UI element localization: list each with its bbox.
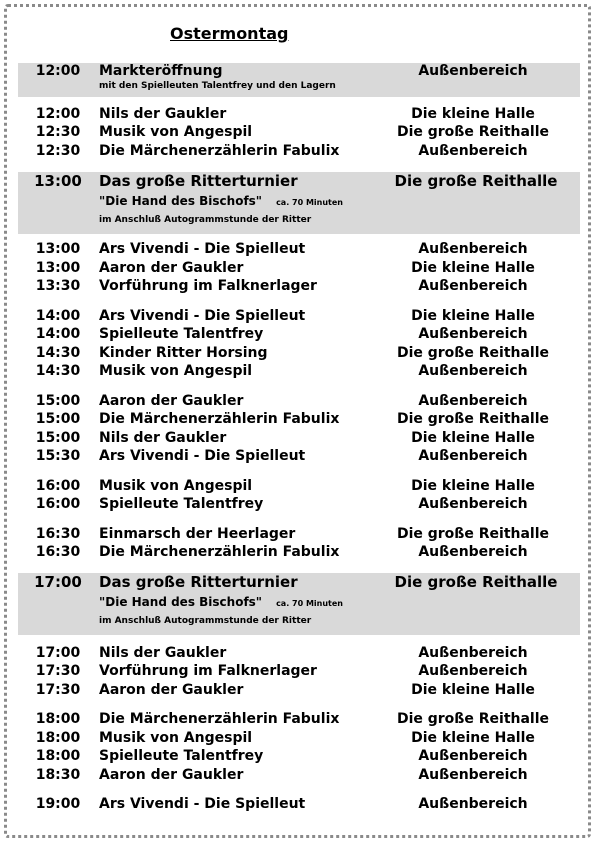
schedule-row xyxy=(18,429,580,448)
schedule-row xyxy=(18,105,580,124)
event-location: Außenbereich xyxy=(418,326,528,342)
event-time: 12:00 xyxy=(35,63,81,79)
event-time: 18:00 xyxy=(35,748,81,764)
event-time: 14:30 xyxy=(35,345,81,361)
event-location: Die kleine Halle xyxy=(411,730,535,746)
event-name: Kinder Ritter Horsing xyxy=(99,345,268,361)
event-location: Die kleine Halle xyxy=(411,478,535,494)
event-time: 16:00 xyxy=(35,496,81,512)
event-name: Spielleute Talentfrey xyxy=(99,496,264,512)
event-location: Außenbereich xyxy=(418,63,528,79)
event-location: Die große Reithalle xyxy=(396,345,550,361)
event-location: Außenbereich xyxy=(418,143,528,159)
event-name: Spielleute Talentfrey xyxy=(99,748,264,764)
tournament-duration: ca. 70 Minuten xyxy=(276,599,343,608)
event-time: 14:00 xyxy=(35,326,81,342)
event-time: 13:30 xyxy=(35,278,81,294)
event-name: Musik von Angespil xyxy=(99,124,253,140)
event-location: Außenbereich xyxy=(418,645,528,661)
event-time: 18:30 xyxy=(35,767,81,783)
tournament-note: im Anschluß Autogrammstunde der Ritter xyxy=(99,616,312,626)
tournament-duration: ca. 70 Minuten xyxy=(276,198,343,207)
event-name: Die Märchenerzählerin Fabulix xyxy=(99,143,340,159)
event-location: Die große Reithalle xyxy=(396,124,550,140)
schedule-row xyxy=(18,142,580,161)
event-name: Ars Vivendi - Die Spielleut xyxy=(99,308,306,324)
schedule-row xyxy=(18,259,580,278)
event-name: Spielleute Talentfrey xyxy=(99,326,264,342)
event-name: Ars Vivendi - Die Spielleut xyxy=(99,448,306,464)
schedule-row xyxy=(18,662,580,681)
event-time: 18:00 xyxy=(35,711,81,727)
event-name: Die Märchenerzählerin Fabulix xyxy=(99,711,340,727)
schedule-row xyxy=(18,525,580,544)
tournament-time: 17:00 xyxy=(34,573,82,591)
event-time: 13:00 xyxy=(35,260,81,276)
event-location: Außenbereich xyxy=(418,448,528,464)
event-name: Markteröffnung xyxy=(99,63,223,79)
event-name: Nils der Gaukler xyxy=(99,106,227,122)
event-time: 14:00 xyxy=(35,308,81,324)
event-location: Außenbereich xyxy=(418,544,528,560)
event-name: Nils der Gaukler xyxy=(99,645,227,661)
tournament-band-1 xyxy=(18,172,580,234)
event-time: 14:30 xyxy=(35,363,81,379)
event-name: Musik von Angespil xyxy=(99,363,253,379)
schedule-row xyxy=(18,344,580,363)
schedule-row xyxy=(18,240,580,259)
event-location: Außenbereich xyxy=(418,241,528,257)
event-time: 12:30 xyxy=(35,124,81,140)
schedule-row xyxy=(18,477,580,496)
event-time: 17:30 xyxy=(35,682,81,698)
event-name: Nils der Gaukler xyxy=(99,430,227,446)
schedule-row xyxy=(18,362,580,381)
event-location: Die kleine Halle xyxy=(411,682,535,698)
event-time: 17:00 xyxy=(35,645,81,661)
tournament-name: Das große Ritterturnier xyxy=(99,573,298,591)
event-name: Aaron der Gaukler xyxy=(99,260,244,276)
event-name: Die Märchenerzählerin Fabulix xyxy=(99,411,340,427)
schedule-row xyxy=(18,123,580,142)
event-name: Die Märchenerzählerin Fabulix xyxy=(99,544,340,560)
tournament-time: 13:00 xyxy=(34,172,82,190)
schedule-row xyxy=(18,277,580,296)
schedule-row xyxy=(18,543,580,562)
event-location: Außenbereich xyxy=(418,363,528,379)
tournament-note: im Anschluß Autogrammstunde der Ritter xyxy=(99,215,312,225)
event-time: 15:00 xyxy=(35,411,81,427)
event-time: 13:00 xyxy=(35,241,81,257)
schedule-row xyxy=(18,447,580,466)
event-time: 15:00 xyxy=(35,393,81,409)
event-name: Aaron der Gaukler xyxy=(99,393,244,409)
event-location: Die große Reithalle xyxy=(396,411,550,427)
event-time: 17:30 xyxy=(35,663,81,679)
event-location: Die große Reithalle xyxy=(396,711,550,727)
tournament-name: Das große Ritterturnier xyxy=(99,172,298,190)
event-name: Musik von Angespil xyxy=(99,478,253,494)
event-location: Außenbereich xyxy=(418,393,528,409)
event-name: Musik von Angespil xyxy=(99,730,253,746)
schedule-row xyxy=(18,410,580,429)
event-time: 15:30 xyxy=(35,448,81,464)
event-time: 16:00 xyxy=(35,478,81,494)
event-location: Die kleine Halle xyxy=(411,430,535,446)
tournament-location: Die große Reithalle xyxy=(394,172,558,190)
event-location: Außenbereich xyxy=(418,663,528,679)
event-location: Außenbereich xyxy=(418,796,528,812)
event-time: 16:30 xyxy=(35,526,81,542)
event-time: 12:30 xyxy=(35,143,81,159)
schedule-row xyxy=(18,495,580,514)
event-location: Die große Reithalle xyxy=(396,526,550,542)
event-name: Ars Vivendi - Die Spielleut xyxy=(99,796,306,812)
event-location: Außenbereich xyxy=(418,748,528,764)
event-name: Ars Vivendi - Die Spielleut xyxy=(99,241,306,257)
opening-subtitle: mit den Spielleuten Talentfrey und den Lagern xyxy=(99,81,336,91)
schedule-row xyxy=(18,325,580,344)
event-time: 12:00 xyxy=(35,106,81,122)
event-name: Aaron der Gaukler xyxy=(99,682,244,698)
schedule-row xyxy=(18,795,580,814)
schedule-row xyxy=(18,307,580,326)
schedule-row xyxy=(18,729,580,748)
event-name: Vorführung im Falknerlager xyxy=(99,663,317,679)
event-location: Die kleine Halle xyxy=(411,106,535,122)
event-time: 18:00 xyxy=(35,730,81,746)
tournament-subtitle: "Die Hand des Bischofs" ca. 70 Minuten xyxy=(99,595,343,609)
event-location: Die kleine Halle xyxy=(411,308,535,324)
event-name: Einmarsch der Heerlager xyxy=(99,526,296,542)
event-location: Außenbereich xyxy=(418,278,528,294)
event-location: Außenbereich xyxy=(418,767,528,783)
opening-band xyxy=(18,63,580,97)
event-location: Die kleine Halle xyxy=(411,260,535,276)
event-time: 15:00 xyxy=(35,430,81,446)
event-location: Außenbereich xyxy=(418,496,528,512)
tournament-band-2 xyxy=(18,573,580,635)
tournament-subtitle: "Die Hand des Bischofs" ca. 70 Minuten xyxy=(99,194,343,208)
tournament-location: Die große Reithalle xyxy=(394,573,558,591)
event-time: 19:00 xyxy=(35,796,81,812)
schedule-row xyxy=(18,681,580,700)
event-time: 16:30 xyxy=(35,544,81,560)
schedule-row xyxy=(18,766,580,785)
schedule-row xyxy=(18,710,580,729)
page-title: Ostermontag xyxy=(170,24,289,43)
schedule-row xyxy=(18,644,580,663)
schedule-row xyxy=(18,747,580,766)
schedule-row xyxy=(18,392,580,411)
event-name: Aaron der Gaukler xyxy=(99,767,244,783)
event-name: Vorführung im Falknerlager xyxy=(99,278,317,294)
